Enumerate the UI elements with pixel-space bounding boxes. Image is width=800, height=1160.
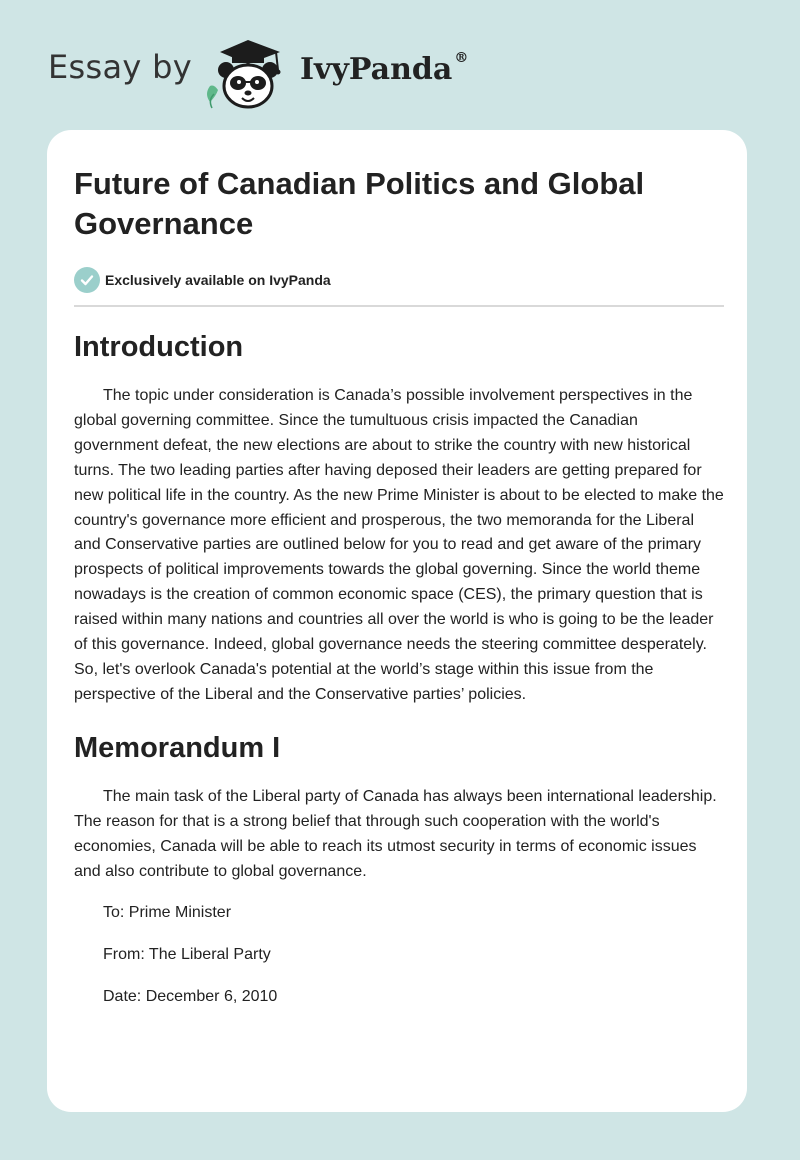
essay-by-label: Essay by — [48, 48, 192, 86]
panda-mascot-icon — [200, 36, 296, 112]
memo-to: To: Prime Minister — [103, 904, 232, 922]
memorandum-paragraph: The main task of the Liberal party of Canada has always been international leadership. The reason for that is a strong belief that through such cooperation with the world's economies, Canada will be able to reach its utmost security in terms of economic issues and also contribute to global governance. — [74, 787, 717, 880]
brand-name[interactable] — [300, 52, 468, 87]
site-header — [48, 32, 748, 112]
ivypanda-logo[interactable] — [200, 36, 296, 112]
essay-content — [74, 164, 724, 1010]
page-title: Future of Canadian Politics and Global Governance — [74, 166, 645, 241]
divider — [74, 305, 724, 307]
essay-card — [47, 130, 747, 1112]
checkmark-icon — [80, 273, 94, 287]
check-circle-icon — [74, 267, 100, 293]
section-heading-memorandum-1: Memorandum I — [74, 731, 281, 764]
introduction-paragraph: The topic under consideration is Canada’s possible involvement perspectives in the global governing committee. Since the tumultuous crisis impacted the Canadian government defeat, the new elections are about to strike the country with new historical turns. The two leading parties after having deposed their leaders are getting prepared for new political life in the country. As the new Prime Minister is about to be elected to make the country's governance more efficient and prosperous, the two memoranda for the Liberal and Conservative parties are outlined below for you to read and get aware of the primary prospects of political improvements towards the global governing. Since the world theme nowadays is the creation of common economic space (CES), the primary question that is raised within many nations and countries all over the world is who is going to be the leader of this governance. Indeed, global governance needs the steering committee desperately. So, let's overlook Canada's potential at the world’s stage within this issue from the perspective of the Liberal and the Conservative parties’ policies. — [74, 387, 724, 703]
section-heading-introduction: Introduction — [74, 331, 244, 363]
badge-text: Exclusively available on IvyPanda — [105, 272, 331, 288]
exclusive-badge — [74, 266, 724, 294]
registered-mark: ® — [454, 50, 469, 66]
brand-name-text: IvyPanda — [300, 52, 453, 87]
memo-date: Date: December 6, 2010 — [103, 988, 278, 1006]
memo-from: From: The Liberal Party — [103, 946, 271, 964]
